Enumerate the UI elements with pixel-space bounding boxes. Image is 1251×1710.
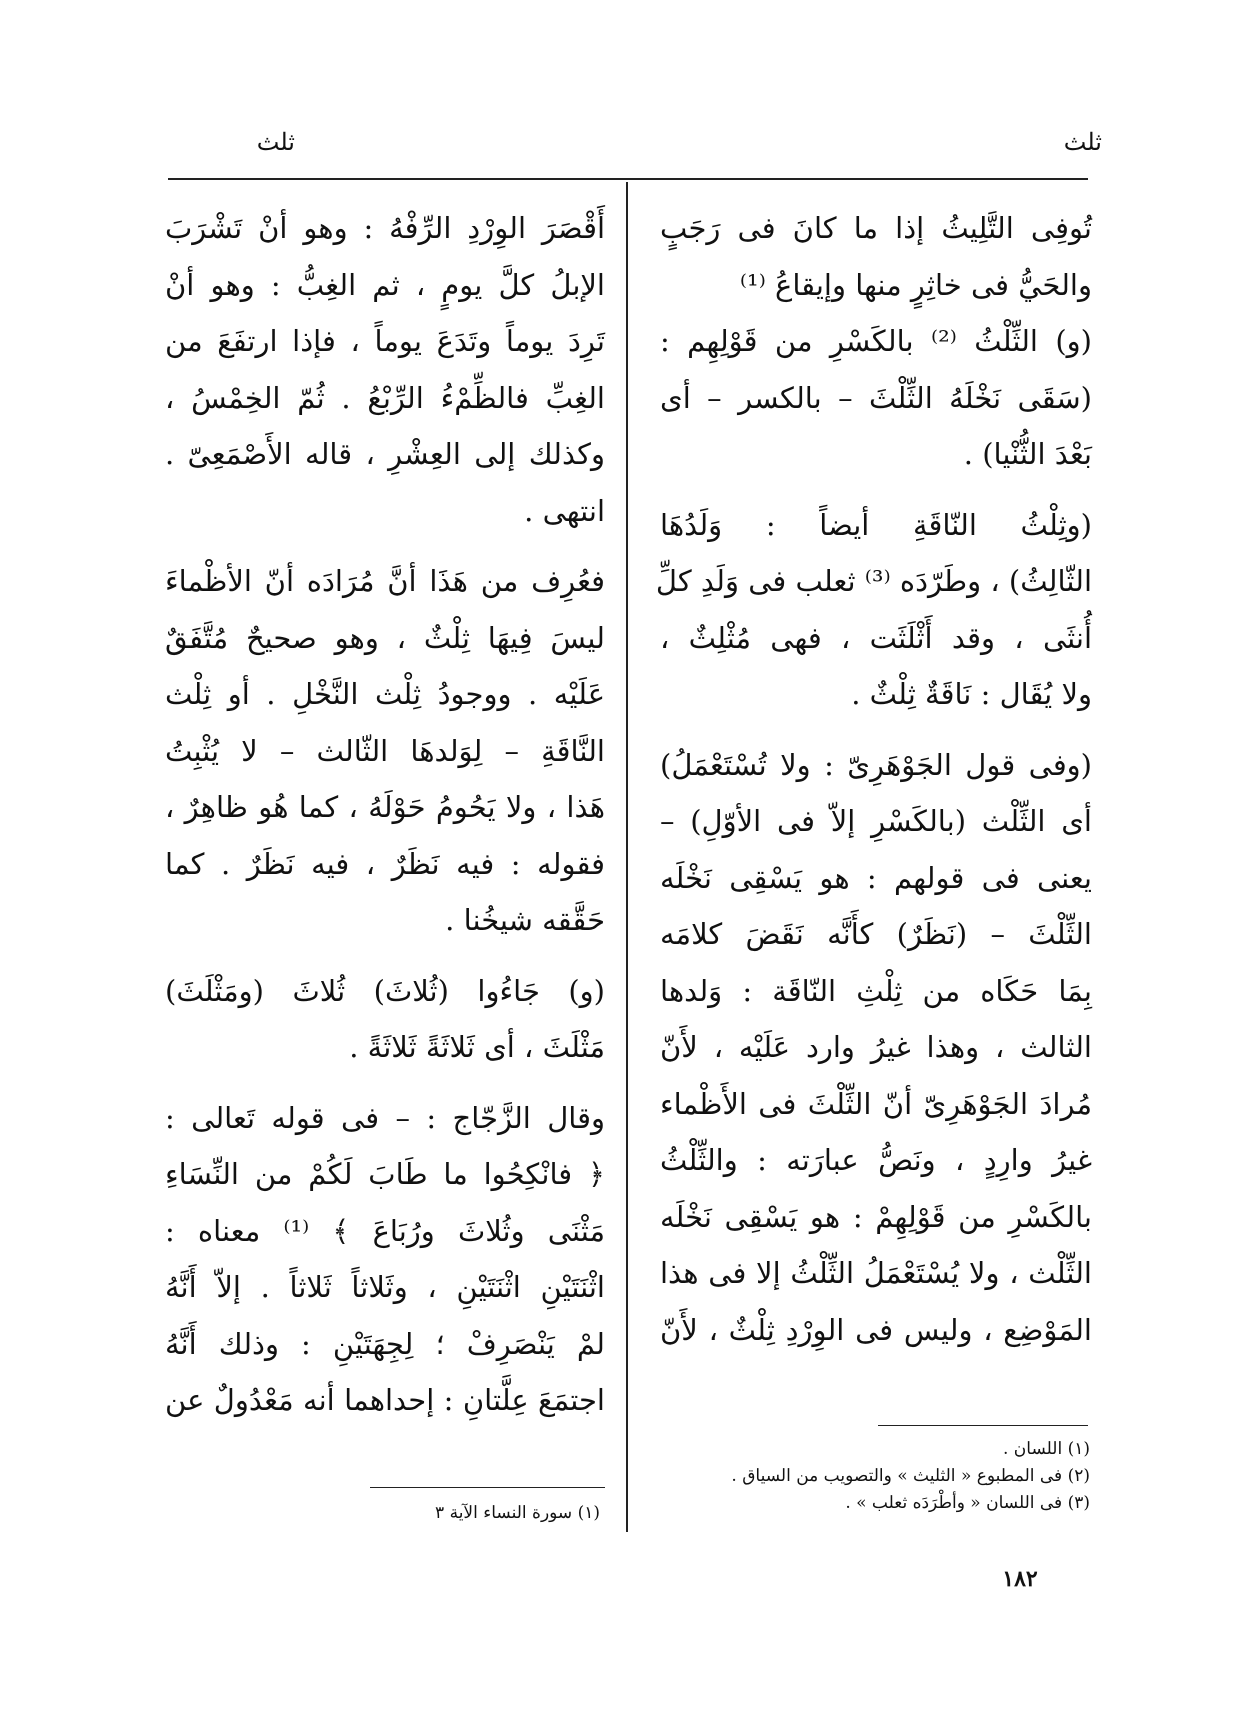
text-line: وقال الزَّجّاج : – فى قوله تَعالى : — [165, 1100, 605, 1135]
footnote: (١) اللسان . — [1003, 1439, 1090, 1459]
footnote: (٢) فى المطبوع « الثليث » والتصويب من السياق . — [731, 1466, 1090, 1486]
text-line: وكذلك إلى العِشْرِ ، قاله الأَصْمَعِىّ . — [165, 437, 605, 471]
text-line: ﴿ فانْكِحُوا ما طَابَ لَكُمْ من النِّسَاءِ — [165, 1157, 605, 1191]
text-line: أَقْصَرَ الوِرْدِ الرِّفْهُ : وهو أنْ تَشْرَبَ — [165, 211, 605, 245]
text-line: مُرادَ الجَوْهَرِىّ أنّ الثِّلْثَ فى الأَظْماء — [660, 1086, 1092, 1121]
text-line: حَقَّقه شيخُنا . — [445, 903, 605, 937]
left-column — [165, 200, 605, 1429]
text-line: النَّاقَةِ – لِوَلدهَا الثّالث – لا يُثْبِتُ — [165, 733, 605, 768]
text-line: (و) جَاءُوا (ثُلاثَ) ثُلاثَ (ومَثْلَثَ) — [165, 973, 605, 1008]
text-line: الثّالِثُ) ، وطَرّدَه ⁽³⁾ ثعلب فى وَلَدِ كلِّ — [655, 564, 1092, 598]
text-line: الثِّلْثَ – (نَظَرٌ) كأَنَّه نَقَضَ كلامَه — [660, 917, 1092, 951]
text-line: (وفى قول الجَوْهَرِىّ : ولا تُسْتَعْمَلُ) — [660, 747, 1092, 782]
text-line: اجتمَعَ عِلَّتانِ : إحداهما أنه مَعْدُولٌ عن — [165, 1383, 605, 1417]
text-line: عَلَيْه . ووجودُ ثِلْث النَّخْلِ . أو ثِلْث — [165, 677, 605, 711]
text-line: مَثْنَى وثُلاثَ ورُبَاعَ ﴾ ⁽¹⁾ معناه : — [165, 1213, 605, 1248]
text-line: الثالث ، وهذا غيرُ وارد عَلَيْه ، لأَنّ — [660, 1030, 1092, 1064]
text-line: اثْنَتَيْنِ اثْنَتَيْنِ ، وثَلاثاً ثَلاثاً . إلاّ أَنَّهُ — [165, 1270, 605, 1304]
column-divider — [626, 182, 628, 1532]
footnote-rule-right — [878, 1425, 1088, 1426]
text-line: والحَيُّ فى خاثِرٍ منها وإيقاعُ ⁽¹⁾ — [739, 267, 1092, 302]
text-line: بالكَسْرِ من قَوْلِهِمْ : هو يَسْقِى نَخْلَه — [660, 1199, 1092, 1234]
footnotes-left — [330, 1500, 600, 1527]
text-line: هَذا ، ولا يَحُومُ حَوْلَهُ ، كما هُو ظاهِرٌ ، — [165, 790, 605, 824]
text-line: لمْ يَنْصَرِفْ ؛ لِجِهَتَيْنِ : وذلك أَنَّهُ — [165, 1326, 605, 1361]
page-number: ١٨٢ — [1002, 1566, 1038, 1592]
text-line: فعُرِف من هَذَا أنَّ مُرَادَه أنّ الأظْماءَ — [165, 564, 605, 598]
text-line: غيرُ وارِدٍ ، ونَصُّ عبارَته : والثِّلْثُ — [660, 1143, 1092, 1177]
text-line: بَعْدَ الثُّنْيا) . — [963, 437, 1092, 471]
text-line: (سَقَى نَخْلَهُ الثِّلْثَ – بالكسر – أى — [660, 380, 1092, 415]
text-line: فقوله : فيه نَظَرٌ ، فيه نَظَرٌ . كما — [165, 846, 605, 881]
footnote-rule-left — [370, 1487, 605, 1488]
header-word-right: ثلث — [1063, 128, 1102, 156]
header-rule — [168, 178, 1088, 180]
text-line: تُوفِى التَّلِيثُ إذا ما كانَ فى رَجَبٍ — [660, 211, 1092, 245]
footnote: (١) سورة النساء الآية ٣ — [435, 1503, 600, 1523]
text-line: ولا يُقَال : نَاقَةٌ ثِلْثٌ . — [851, 677, 1092, 711]
text-line: (وثِلْثُ النّاقَةِ أيضاً : وَلَدُهَا — [660, 507, 1092, 542]
header-word-left: ثلث — [256, 128, 295, 156]
text-line: الغِبِّ فالظِّمْءُ الرِّبْعُ . ثُمّ الخِمْسُ ، — [165, 380, 605, 415]
text-line: الإبلُ كلَّ يومٍ ، ثم الغِبُّ : وهو أنْ — [165, 267, 605, 302]
text-line: أُنثَى ، وقد أَثْلَثَت ، فهى مُثْلِثٌ ، — [660, 620, 1092, 655]
right-column — [655, 200, 1092, 1358]
text-line: تَرِدَ يوماً وتَدَعَ يوماً ، فإذا ارتفَعَ من — [165, 324, 605, 358]
text-line: المَوْضِع ، وليس فى الوِرْدِ ثِلْثٌ ، لأَنّ — [660, 1312, 1092, 1347]
text-line: بِمَا حَكَاه من ثِلْثِ النّاقَة : وَلدها — [660, 973, 1092, 1008]
text-line: مَثْلَثَ ، أى ثَلاثَةً ثَلاثَةً . — [349, 1030, 605, 1064]
footnote: (٣) فى اللسان « وأطْرَدَه ثعلب » . — [845, 1493, 1090, 1513]
text-line: يعنى فى قولهم : هو يَسْقِى نَخْلَه — [660, 860, 1092, 895]
text-line: انتهى . — [524, 493, 605, 528]
text-line: (و) الثِّلْثُ ⁽²⁾ بالكَسْرِ من قَوْلِهِم : — [660, 324, 1092, 358]
text-line: الثِّلْث ، ولا يُسْتَعْمَلُ الثِّلْثُ إلا فى هذا — [660, 1256, 1092, 1290]
text-line: ليسَ فِيهَا ثِلْثٌ ، وهو صحيحٌ مُتَّفَقٌ — [165, 620, 605, 655]
footnotes-right — [731, 1436, 1090, 1517]
text-line: أى الثِّلْث (بالكَسْرِ إلاّ فى الأوّلِ) – — [660, 804, 1092, 838]
